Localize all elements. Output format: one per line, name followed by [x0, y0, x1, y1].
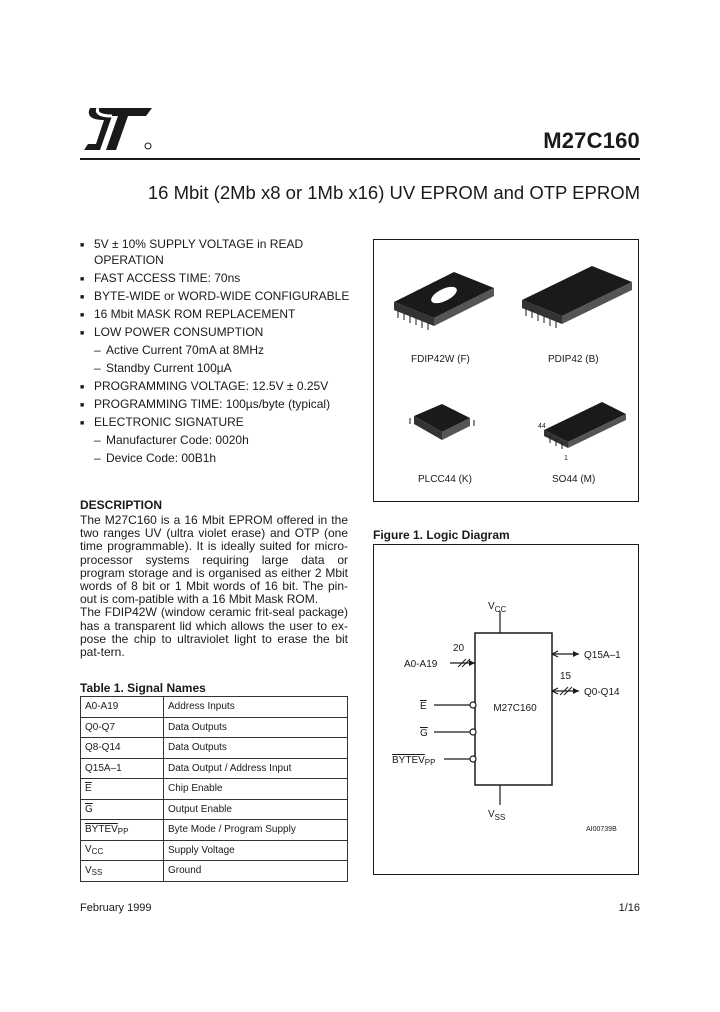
vcc-label: V — [488, 601, 495, 612]
e-label: E — [420, 701, 427, 712]
fdip-package-icon — [394, 272, 494, 330]
feature-text: 5V ± 10% SUPPLY VOLTAGE in READ OPERATION — [94, 237, 304, 267]
fdip-label: FDIP42W (F) — [411, 354, 470, 365]
table-row: Q8-Q14 Data Outputs — [81, 738, 348, 759]
feature-text: 16 Mbit MASK ROM REPLACEMENT — [94, 307, 296, 321]
svg-text:BYTEVPP: $BYTEV_{PP}$ — [392, 755, 436, 767]
plcc-label: PLCC44 (K) — [418, 474, 472, 485]
description-body — [80, 514, 348, 659]
addr-count: 20 — [453, 643, 465, 654]
table-row: Q0-Q7 Data Outputs — [81, 717, 348, 738]
q-count: 15 — [560, 671, 572, 682]
pdip-label: PDIP42 (B) — [548, 354, 599, 365]
feature-item — [80, 324, 360, 376]
part-number: M27C160 — [543, 128, 640, 153]
feature-list — [80, 236, 360, 468]
so-package-icon — [544, 402, 626, 449]
page-subtitle: 16 Mbit (2Mb x8 or 1Mb x16) UV EPROM and OTP EPROM — [147, 182, 640, 203]
signal-names-table — [80, 696, 348, 882]
bullet-icon: ■ — [80, 294, 85, 301]
table-row: $\overline{G}$ Output Enable — [81, 799, 348, 820]
table-row: $V_{CC}$ Supply Voltage — [81, 840, 348, 861]
pdip-package-icon — [522, 266, 632, 328]
feature-text: LOW POWER CONSUMPTION — [94, 325, 264, 339]
bullet-icon: ■ — [80, 384, 85, 391]
page-number: 1/16 — [618, 902, 640, 914]
table-title: Table 1. Signal Names — [80, 681, 206, 695]
feature-item — [80, 288, 360, 304]
table-row: A0-A19 Address Inputs — [81, 697, 348, 718]
plcc-package-icon — [410, 404, 474, 440]
feature-text: PROGRAMMING VOLTAGE: 12.5V ± 0.25V — [94, 379, 329, 393]
bullet-icon: ■ — [80, 312, 85, 319]
chip-label: M27C160 — [493, 703, 537, 714]
feature-text: PROGRAMMING TIME: 100µs/byte (typical) — [94, 397, 331, 411]
figure-code: AI00739B — [586, 826, 617, 833]
bullet-icon: ■ — [80, 330, 85, 337]
figure-title: Figure 1. Logic Diagram — [373, 528, 510, 542]
byte-label: BYTEV — [392, 755, 425, 766]
g-label: G — [420, 728, 428, 739]
table-row: $\overline{E}$ Chip Enable — [81, 779, 348, 800]
feature-item — [80, 270, 360, 286]
feature-item — [80, 414, 360, 466]
svg-text:VSS: $V_{SS}$ — [488, 809, 506, 822]
feature-text: ELECTRONIC SIGNATURE — [94, 415, 244, 429]
description-para: The FDIP42W (window ceramic frit-seal package) has a transparent lid which allows the user to ex-pose the chip to ultraviolet light to erase the bit pat-tern. — [80, 605, 348, 660]
so-label: SO44 (M) — [552, 474, 596, 485]
so-pin-top: 44 — [538, 423, 546, 430]
footer-date: February 1999 — [80, 902, 152, 914]
st-logo — [82, 106, 154, 152]
feature-text: FAST ACCESS TIME: 70ns — [94, 271, 241, 285]
addr-label: A0-A19 — [404, 659, 438, 670]
feature-text: BYTE-WIDE or WORD-WIDE CONFIGURABLE — [94, 289, 350, 303]
feature-subitem: – Active Current 70mA at 8MHz — [94, 343, 265, 357]
package-box — [373, 239, 639, 502]
logic-diagram — [374, 545, 637, 873]
feature-subitem: – Standby Current 100µA — [94, 361, 232, 375]
feature-item — [80, 236, 360, 268]
feature-subitem: – Manufacturer Code: 0020h — [94, 433, 249, 447]
feature-subitem: – Device Code: 00B1h — [94, 451, 217, 465]
logic-diagram-box — [373, 544, 639, 875]
feature-item — [80, 306, 360, 322]
bullet-icon: ■ — [80, 242, 85, 249]
table-row: $BYTEV_{PP}$ Byte Mode / Program Supply — [81, 820, 348, 841]
q15-label: Q15A–1 — [584, 650, 621, 661]
svg-text:VCC: $V_{CC}$ — [488, 601, 507, 614]
bullet-icon: ■ — [80, 420, 85, 427]
vss-label: V — [488, 809, 495, 820]
feature-item — [80, 396, 360, 412]
bullet-icon: ■ — [80, 276, 85, 283]
header-rule — [80, 158, 640, 160]
so-pin-bottom: 1 — [564, 455, 568, 462]
table-row: $V_{SS}$ Ground — [81, 861, 348, 882]
feature-item — [80, 378, 360, 394]
package-illustrations — [374, 240, 637, 500]
table-row: Q15A–1 Data Output / Address Input — [81, 758, 348, 779]
bullet-icon: ■ — [80, 402, 85, 409]
description-para: The M27C160 is a 16 Mbit EPROM offered in the two ranges UV (ultra violet erase) and OTP (one time programmable). It is ideally suited for micro-processor systems requiring large data or program storage and is organised as either 2 Mbit words of 8 bit or 1 Mbit words of 16 bit. The pin-out is com-patible with a 16 Mbit Mask ROM. — [80, 513, 348, 607]
description-heading: DESCRIPTION — [80, 498, 163, 512]
q-label: Q0-Q14 — [584, 687, 620, 698]
